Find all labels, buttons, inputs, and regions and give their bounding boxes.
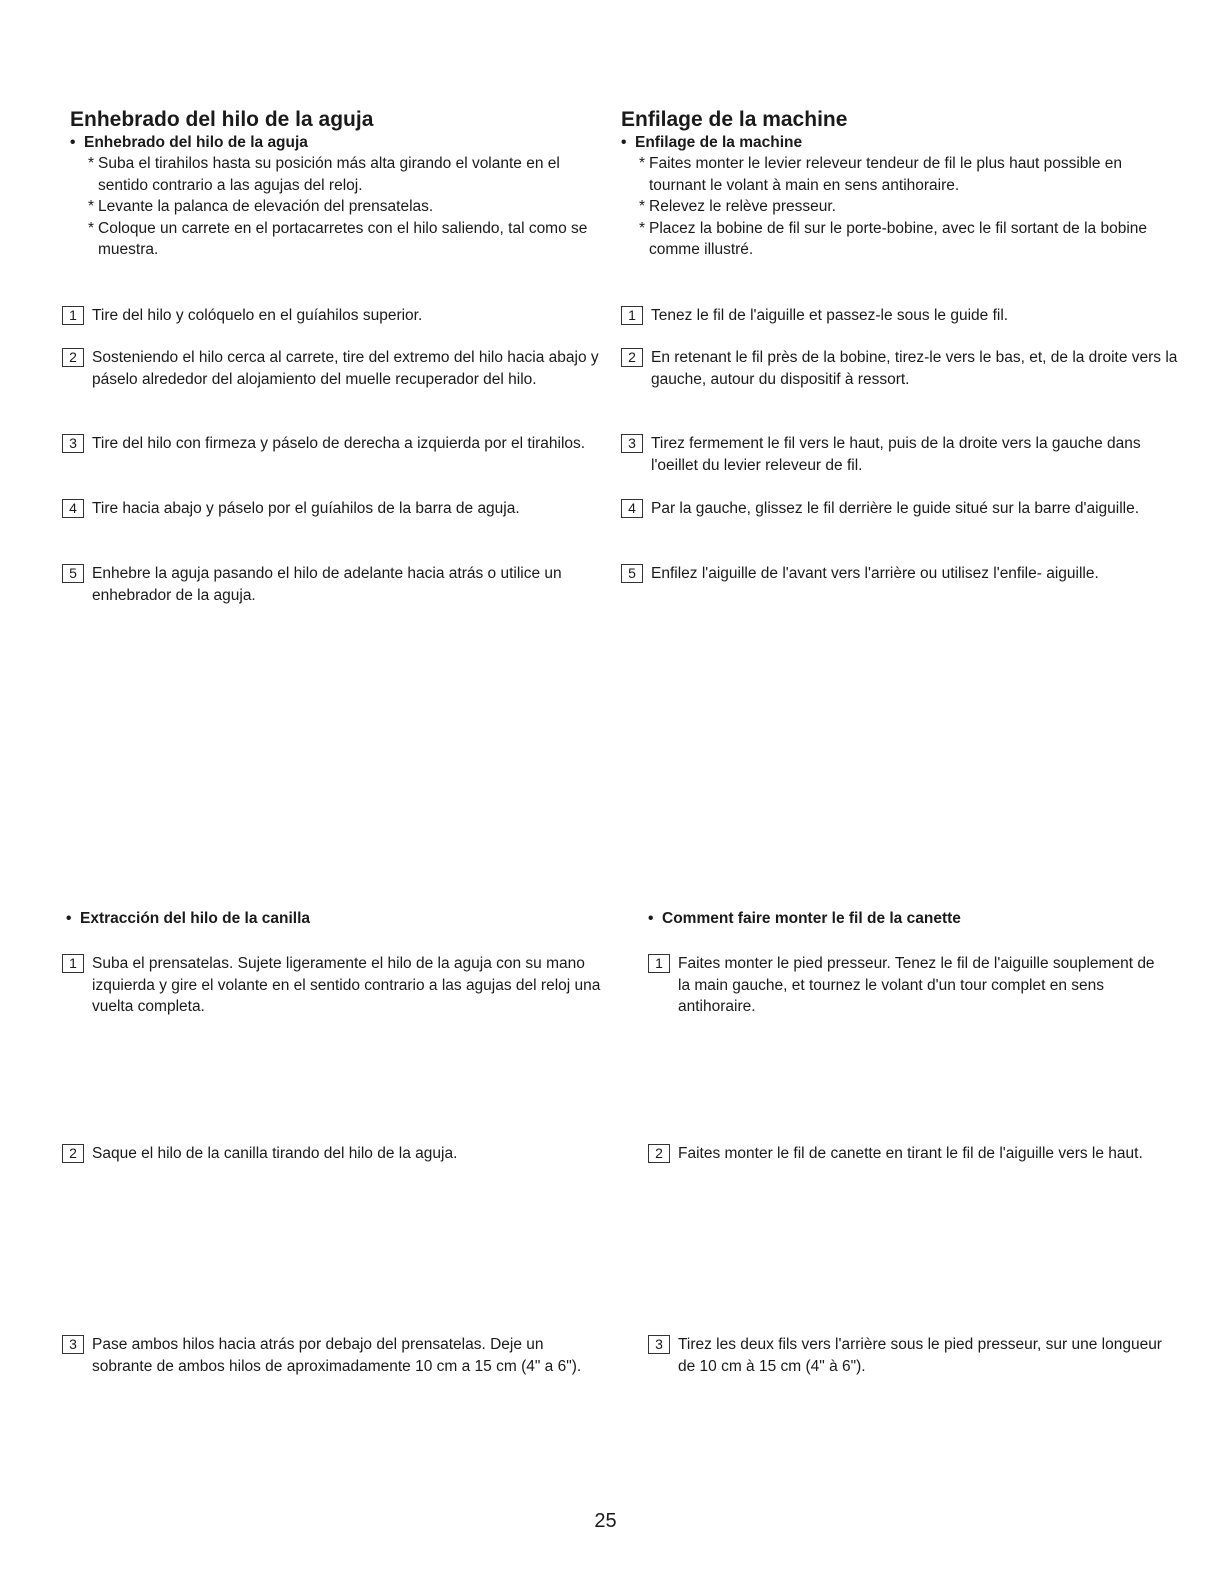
spanish-step [62,305,627,327]
french-note: * Relevez le relève presseur. [621,196,1156,218]
step-number-box: 1 [621,306,643,325]
step-number-box: 2 [621,348,643,367]
step-number-box: 1 [62,954,84,973]
step-text: Tire del hilo y colóquelo en el guíahilos superior. [92,307,423,324]
spanish-header-section [70,107,600,261]
spanish-step [62,347,612,390]
step-text: Tire hacia abajo y páselo por el guíahilos de la barra de aguja. [92,500,520,517]
french-bobbin-step [648,1143,1158,1165]
spanish-note: * Suba el tirahilos hasta su posición más alta girando el volante en el sentido contrario a las agujas del reloj. [70,153,600,196]
step-number-box: 1 [62,306,84,325]
step-number-box: 2 [62,1144,84,1163]
step-number-box: 5 [62,564,84,583]
step-text: Suba el prensatelas. Sujete ligeramente el hilo de la aguja con su mano izquierda y gire el volante en el sentido contrario a las agujas del reloj una vuelta completa. [92,955,601,1015]
step-text: Faites monter le pied presseur. Tenez le fil de l'aiguille souplement de la main gauche, et tournez le volant d'un tour complet en sens antihoraire. [678,955,1155,1015]
french-step [621,498,1181,520]
step-number-box: 4 [62,499,84,518]
step-text: Saque el hilo de la canilla tirando del hilo de la aguja. [92,1145,458,1162]
french-step [621,433,1151,476]
french-subtitle: • Enfilage de la machine [621,133,1156,153]
french-title: Enfilage de la machine [621,108,848,131]
spanish-step [62,563,602,606]
step-number-box: 3 [62,434,84,453]
french-step [621,563,1111,585]
step-text: Tire del hilo con firmeza y páselo de derecha a izquierda por el tirahilos. [92,435,586,452]
step-text: Tenez le fil de l'aiguille et passez-le sous le guide fil. [651,307,1009,324]
spanish-bobbin-step [62,1334,602,1377]
step-text: Enfilez l'aiguille de l'avant vers l'arrière ou utilisez l'enfile- aiguille. [651,565,1099,582]
spanish-note: * Coloque un carrete en el portacarretes con el hilo saliendo, tal como se muestra. [70,218,600,261]
french-bobbin-step [648,953,1158,1018]
step-number-box: 1 [648,954,670,973]
spanish-subtitle: • Enhebrado del hilo de la aguja [70,133,600,153]
step-text: Faites monter le fil de canette en tirant le fil de l'aiguille vers le haut. [678,1145,1143,1162]
step-text: Pase ambos hilos hacia atrás por debajo del prensatelas. Deje un sobrante de ambos hilos de aproximadamente 10 cm a 15 cm (4" a 6"). [92,1336,582,1375]
spanish-note: * Levante la palanca de elevación del prensatelas. [70,196,600,218]
spanish-step [62,433,620,455]
spanish-bobbin-heading [66,909,596,929]
step-number-box: 3 [62,1335,84,1354]
spanish-step [62,498,632,520]
french-note: * Faites monter le levier releveur tendeur de fil le plus haut possible en tournant le volant à main en sens antihoraire. [621,153,1156,196]
french-note: * Placez la bobine de fil sur le porte-bobine, avec le fil sortant de la bobine comme illustré. [621,218,1156,261]
step-text: Tirez les deux fils vers l'arrière sous le pied presseur, sur une longueur de 10 cm à 15 cm (4" à 6"). [678,1336,1162,1375]
french-bobbin-heading [648,909,1168,929]
spanish-bobbin-step [62,1143,622,1165]
step-text: Par la gauche, glissez le fil derrière le guide situé sur la barre d'aiguille. [651,500,1140,517]
step-number-box: 2 [648,1144,670,1163]
step-number-box: 2 [62,348,84,367]
step-text: Tirez fermement le fil vers le haut, puis de la droite vers la gauche dans l'oeillet du levier releveur de fil. [651,435,1141,474]
spanish-title: Enhebrado del hilo de la aguja [70,108,374,131]
step-number-box: 3 [648,1335,670,1354]
french-bobbin-step [648,1334,1178,1377]
step-number-box: 3 [621,434,643,453]
step-text: Sosteniendo el hilo cerca al carrete, tire del extremo del hilo hacia abajo y páselo alrededor del alojamiento del muelle recuperador del hilo. [92,349,599,388]
spanish-bobbin-title: • Extracción del hilo de la canilla [66,909,596,929]
french-step [621,347,1191,390]
page-number: 25 [594,1510,617,1532]
spanish-bobbin-step [62,953,622,1018]
french-header-section [621,107,1156,261]
step-text: Enhebre la aguja pasando el hilo de adelante hacia atrás o utilice un enhebrador de la aguja. [92,565,562,604]
step-text: En retenant le fil près de la bobine, tirez-le vers le bas, et, de la droite vers la gauche, autour du dispositif à ressort. [651,349,1178,388]
step-number-box: 5 [621,564,643,583]
french-step [621,305,1181,327]
step-number-box: 4 [621,499,643,518]
french-bobbin-title: • Comment faire monter le fil de la canette [648,909,1168,929]
